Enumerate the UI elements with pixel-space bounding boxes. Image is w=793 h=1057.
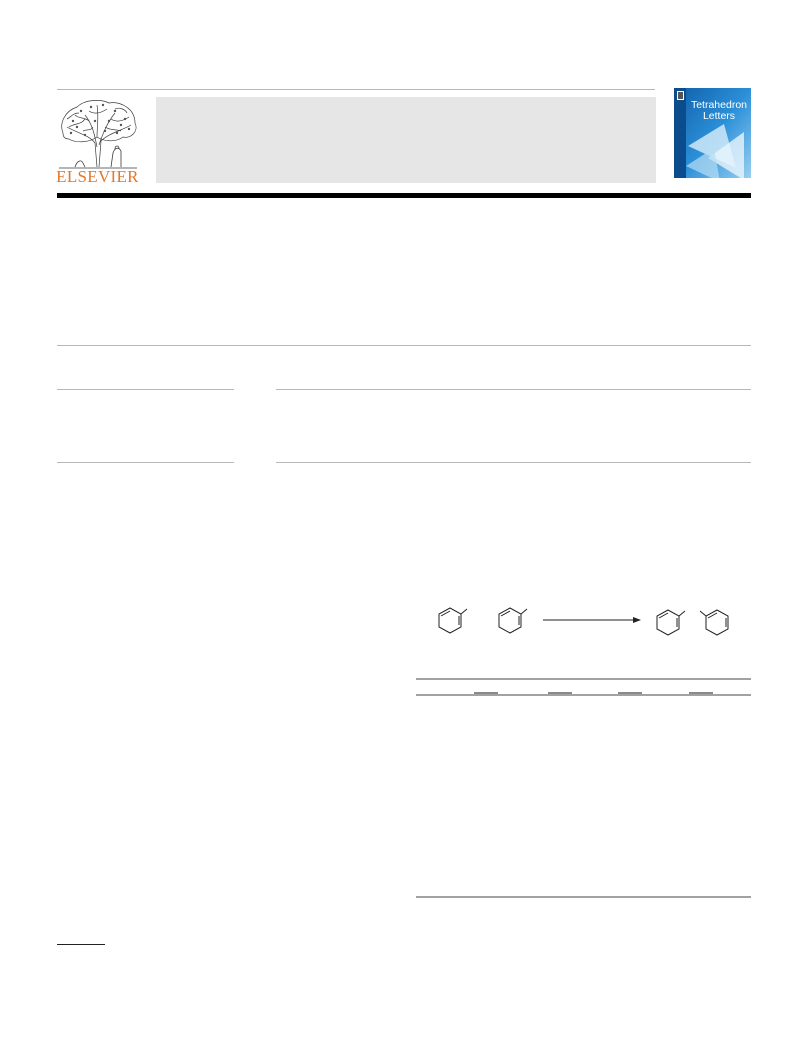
benzene-ring: [700, 610, 728, 635]
article-info-bottom-rule: [57, 462, 234, 463]
header-thick-rule: [57, 193, 751, 198]
results-table: [416, 678, 751, 899]
benzene-ring: [657, 610, 685, 635]
title-block-bottom-rule: [57, 345, 751, 346]
article-info-top-rule: [57, 389, 234, 390]
elsevier-wordmark: ELSEVIER: [56, 167, 139, 186]
benzene-ring: [499, 608, 527, 633]
footnote-rule: [57, 944, 105, 945]
benzene-ring: [439, 608, 467, 633]
cover-title-line1: Tetrahedron: [690, 99, 748, 111]
journal-cover-image: [674, 88, 751, 184]
abstract-top-rule: [276, 389, 751, 390]
header-top-rule: [57, 89, 655, 90]
abstract-bottom-rule: [276, 462, 751, 463]
cover-title-line2: Letters: [702, 110, 736, 122]
journal-header-banner: [156, 97, 656, 183]
reaction-scheme: [430, 598, 750, 642]
